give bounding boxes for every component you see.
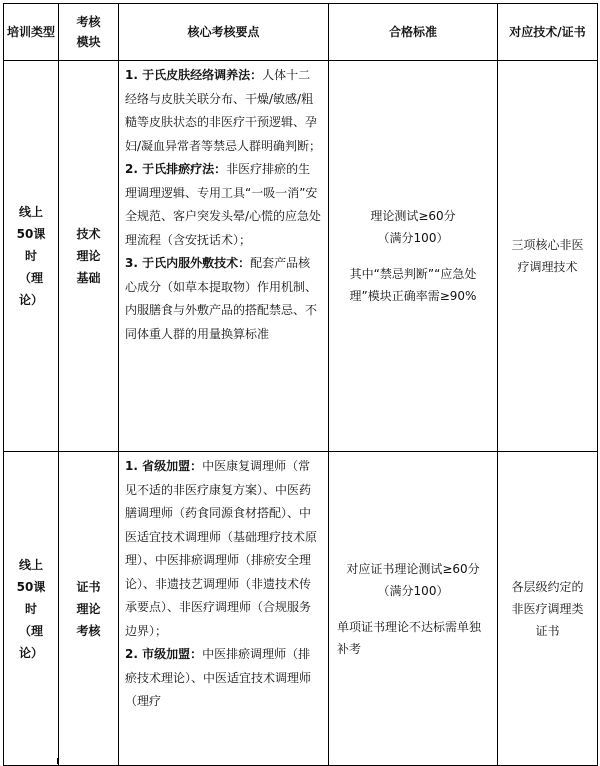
point-item: [125, 64, 322, 158]
module-cell: 技术理论基础: [59, 61, 119, 452]
point-item: [125, 252, 322, 346]
cert-cell: 三项核心非医疗调理技术: [498, 61, 598, 452]
point-item: [125, 643, 322, 714]
header-type: 培训类型: [4, 4, 59, 61]
standard-line: 对应证书理论测试≥60分: [346, 561, 480, 576]
standard-line: （满分100）: [377, 583, 449, 598]
points-cell: [119, 61, 329, 452]
cert-cell: 各层级约定的非医疗调理类证书: [498, 452, 598, 766]
header-cert: 对应技术/证书: [498, 4, 598, 61]
type-cell: 线上50课时（理论）: [4, 452, 59, 766]
standard-cell: [329, 61, 498, 452]
standard-line: 单项证书理论不达标需单独补考: [337, 619, 482, 656]
header-standard: 合格标准: [329, 4, 498, 61]
standard-line: 其中“禁忌判断”“应急处理”模块正确率需≥90%: [349, 267, 477, 303]
standard-line: （满分100）: [377, 231, 449, 245]
point-title: 1. 于氏皮肤经络调养法：: [125, 68, 263, 82]
points-cell: [119, 452, 329, 766]
header-points: 核心考核要点: [119, 4, 329, 61]
module-cell: 证书理论考核: [59, 452, 119, 766]
point-text: 非医疗排瘀的生理调理逻辑、专用工具“一吸一消”安全规范、客户突发头晕/心慌的应急处理流程（含安抚话术）；: [125, 162, 322, 247]
point-text: 配套产品核心成分（如草本提取物）作用机制、内服膳食与外敷产品的搭配禁忌、不同体重人群的用量换算标准: [125, 256, 318, 341]
point-text: 中医排瘀调理师（排瘀技术理论）、中医适宜技术调理师（理疗: [125, 647, 312, 708]
point-text: 中医康复调理师（常见不适的非医疗康复方案）、中医药膳调理师（药食同源食材搭配）、中医适宜技术调理师（基础理疗技术原理）、中医排瘀调理师（排瘀安全理论）、非遗技艺调理师（非遗技术传承要点）、非医疗调理师（合规服务边界）；: [125, 459, 318, 638]
assessment-table: [3, 3, 598, 766]
point-title: 1. 省级加盟：: [125, 459, 203, 473]
standard-line: 理论测试≥60分: [370, 209, 456, 223]
point-text: 人体十二经络与皮肤关联分布、干燥/敏感/粗糙等皮肤状态的非医疗干预逻辑、孕妇/凝血异常者等禁忌人群明确判断；: [125, 68, 322, 153]
standard-cell: [329, 452, 498, 766]
table-row: [4, 61, 598, 452]
type-cell: 线上50课时（理论）: [4, 61, 59, 452]
point-title: 3. 于氏内服外敷技术：: [125, 256, 251, 270]
table-continuation-edge: [57, 758, 119, 764]
header-module: 考核模块: [59, 4, 119, 61]
header-row: [4, 4, 598, 61]
point-title: 2. 于氏排瘀疗法：: [125, 162, 227, 176]
point-item: [125, 158, 322, 252]
point-title: 2. 市级加盟：: [125, 647, 203, 661]
point-item: [125, 455, 322, 643]
table-row: [4, 452, 598, 766]
